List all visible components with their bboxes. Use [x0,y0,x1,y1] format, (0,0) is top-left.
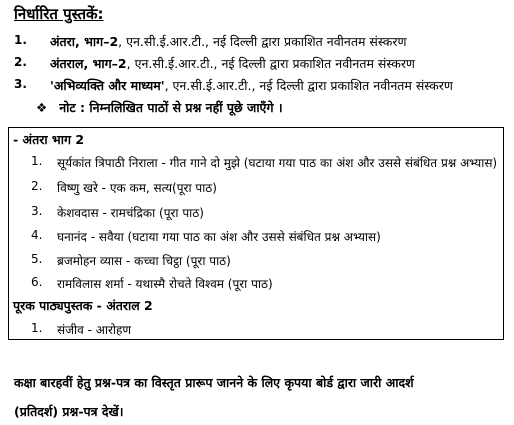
book-title: अंतराल, भाग–2 [50,56,127,71]
section-title-antara: - अंतरा भाग 2 [13,132,85,147]
note-text: नोट : निम्नलिखित पाठों से प्रश्न नहीं पूछे जाएँगे । [59,100,283,115]
item-number: 4. [31,228,43,242]
book-number: 2. [14,55,27,69]
item-text: विष्णु खरे - एक कम, सत्य(पूरा पाठ) [57,181,217,195]
exclusion-note [36,99,283,116]
book-number: 1. [14,33,27,47]
book-publisher: , एन.सी.ई.आर.टी., नई दिल्ली द्वारा प्रकाशित नवीनतम संस्करण [164,78,453,93]
book-number: 3. [14,77,27,91]
item-number: 1. [31,154,43,168]
item-text: केशवदास - रामचंद्रिका (पूरा पाठ) [57,206,204,220]
book-text [50,33,406,50]
book-text [50,77,453,94]
diamond-bullet-icon: ❖ [36,100,48,115]
footer-line-1: कक्षा बारहवीं हेतु प्रश्न-पत्र का विस्तृत प्रारूप जानने के लिए कृपया बोर्ड द्वारा जारी आदर्श [14,375,414,390]
book-text [50,55,415,72]
item-number: 2. [31,179,43,193]
item-number: 3. [31,204,43,218]
book-publisher: , एन.सी.ई.आर.टी., नई दिल्ली द्वारा प्रकाशित नवीनतम संस्करण [126,56,415,71]
excluded-chapters-box [8,127,504,340]
footer-line-2: (प्रतिदर्श) प्रश्न-पत्र देखें। [14,404,124,419]
item-number: 6. [31,275,43,289]
book-title: 'अभिव्यक्ति और माध्यम' [50,78,165,93]
item-text: रामविलास शर्मा - यथास्मै रोचते विश्वम (पूरा पाठ) [57,277,273,291]
item-number: 1. [31,321,43,335]
book-publisher: , एन.सी.ई.आर.टी., नई दिल्ली द्वारा प्रकाशित नवीनतम संस्करण [118,34,407,49]
item-text: संजीव - आरोहण [57,323,132,337]
prescribed-books-heading: निर्धारित पुस्तकें: [14,5,104,23]
item-text: घनानंद - सवैया (घटाया गया पाठ का अंश और उससे संबंधित प्रश्न अभ्यास) [57,230,381,244]
section-title-antaral: पूरक पाठ्यपुस्तक - अंतराल 2 [13,298,153,313]
item-text: ब्रजमोहन व्यास - कच्चा चिट्ठा (पूरा पाठ) [57,254,231,268]
item-number: 5. [31,252,43,266]
item-text: सूर्यकांत त्रिपाठी निराला - गीत गाने दो मुझे (घटाया गया पाठ का अंश और उससे संबंधित प्रश्न अभ्यास) [57,156,498,170]
book-title: अंतरा, भाग–2 [50,34,119,49]
